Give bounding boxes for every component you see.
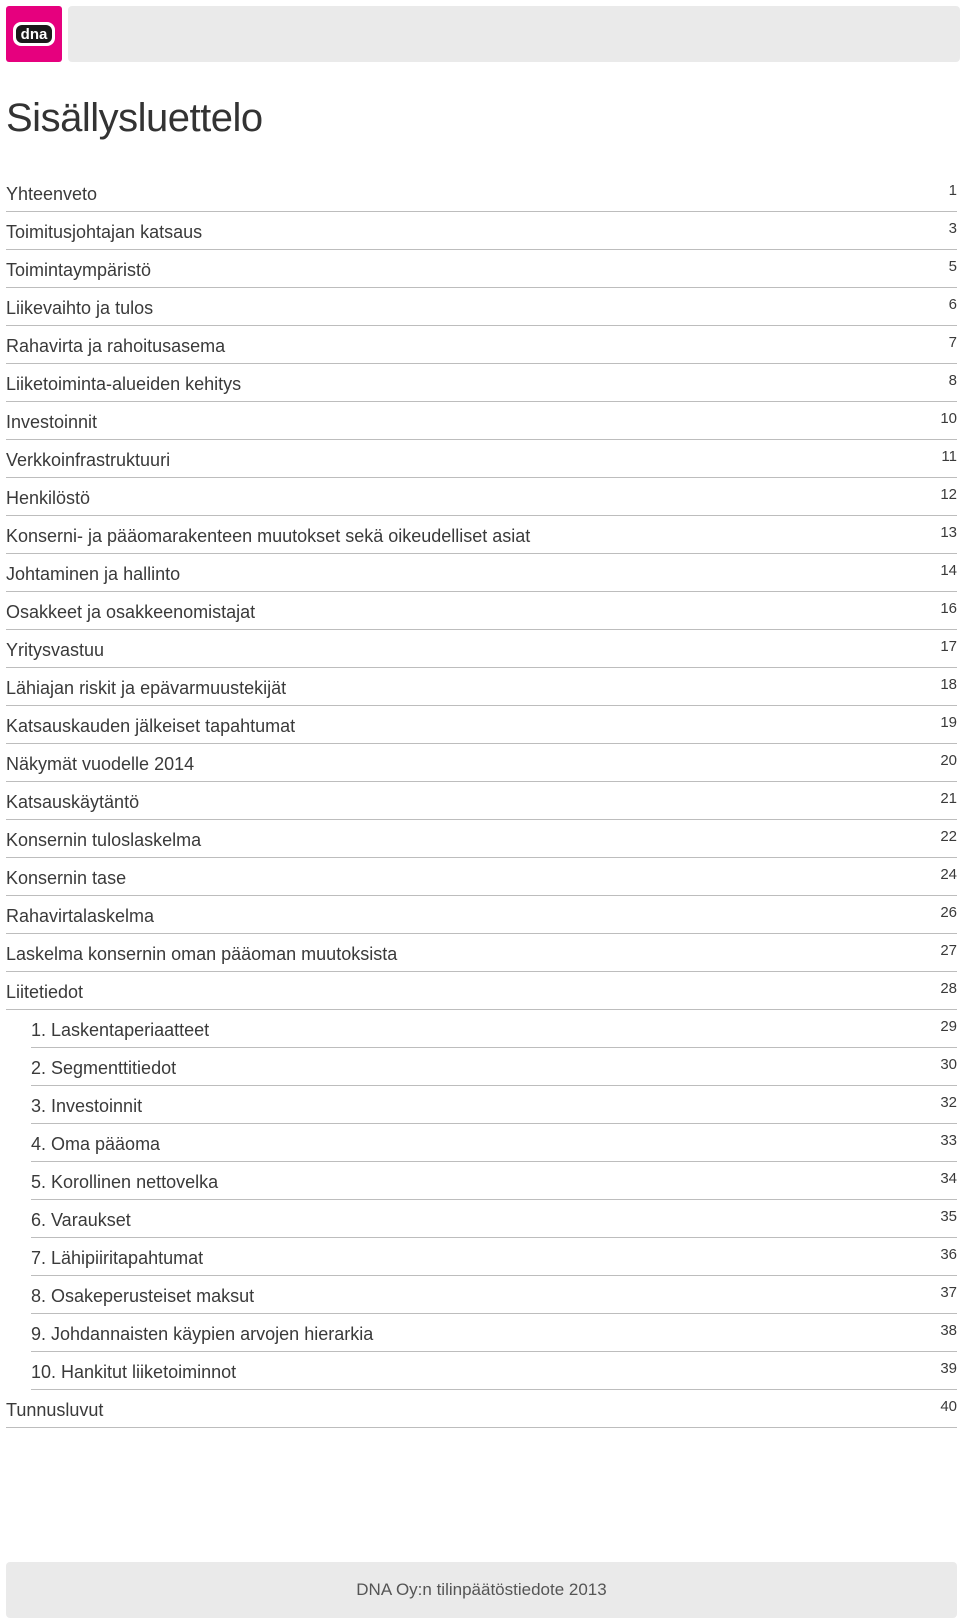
toc-entry-label[interactable]: 5. Korollinen nettovelka [31,1172,219,1192]
page-title: Sisällysluettelo [6,96,263,140]
toc-entry[interactable] [6,896,957,934]
toc-entry-label[interactable]: Laskelma konsernin oman pääoman muutoksista [6,944,398,964]
toc-entry-label[interactable]: Näkymät vuodelle 2014 [6,754,195,774]
toc-entry-page-number: 11 [941,448,957,465]
toc-entry-label[interactable]: Yhteenveto [6,184,98,204]
toc-entry-page-number: 8 [948,372,957,389]
toc-entry[interactable] [31,1124,957,1162]
toc-entry-page-number: 32 [940,1094,957,1111]
toc-entry-label[interactable]: Katsauskauden jälkeiset tapahtumat [6,716,296,736]
toc-entry[interactable] [6,212,957,250]
toc-entry-page-number: 40 [940,1398,957,1415]
toc-entry-page-number: 28 [940,980,957,997]
page-footer [6,1562,957,1618]
toc-entry[interactable] [6,364,957,402]
toc-entry-label[interactable]: 1. Laskentaperiaatteet [31,1020,210,1040]
table-of-contents [6,174,957,1428]
toc-entry-page-number: 13 [940,524,957,541]
toc-entry[interactable] [6,554,957,592]
toc-entry-label[interactable]: 8. Osakeperusteiset maksut [31,1286,255,1306]
toc-entry-page-number: 26 [940,904,957,921]
toc-entry-page-number: 17 [940,638,957,655]
toc-entry-page-number: 1 [948,182,957,199]
toc-entry-page-number: 34 [940,1170,957,1187]
toc-entry-label[interactable]: 9. Johdannaisten käypien arvojen hierarkia [31,1324,374,1344]
toc-entry-label[interactable]: Osakkeet ja osakkeenomistajat [6,602,256,622]
toc-entry-label[interactable]: Liiketoiminta-alueiden kehitys [6,374,242,394]
toc-entry[interactable] [6,820,957,858]
toc-entry[interactable] [31,1352,957,1390]
toc-entry-label[interactable]: Rahavirtalaskelma [6,906,155,926]
toc-entry-label[interactable]: 6. Varaukset [31,1210,131,1230]
toc-entry-page-number: 14 [940,562,957,579]
toc-entry-page-number: 3 [948,220,957,237]
toc-entry[interactable] [6,402,957,440]
header-bar [68,6,960,62]
toc-entry-label[interactable]: Konsernin tuloslaskelma [6,830,202,850]
toc-entry-label[interactable]: 10. Hankitut liiketoiminnot [31,1362,237,1382]
toc-entry[interactable] [31,1314,957,1352]
page-header [6,6,960,62]
toc-entry-label[interactable]: 3. Investoinnit [31,1096,143,1116]
svg-text:dna: dna [20,26,48,43]
toc-entry[interactable] [6,326,957,364]
toc-entry-page-number: 5 [948,258,957,275]
toc-entry[interactable] [31,1238,957,1276]
toc-entry[interactable] [6,972,957,1010]
toc-entry-page-number: 27 [940,942,957,959]
toc-entry-page-number: 6 [948,296,957,313]
toc-entry-page-number: 33 [940,1132,957,1149]
toc-entry-label[interactable]: Lähiajan riskit ja epävarmuustekijät [6,678,287,698]
toc-entry-label[interactable]: Liitetiedot [6,982,84,1002]
toc-entry-page-number: 39 [940,1360,957,1377]
toc-entry-label[interactable]: Toimitusjohtajan katsaus [6,222,203,242]
toc-entry-label[interactable]: Toimintaympäristö [6,260,152,280]
toc-entry[interactable] [6,250,957,288]
toc-entry[interactable] [6,706,957,744]
toc-entry-label[interactable]: Liikevaihto ja tulos [6,298,154,318]
toc-entry-page-number: 24 [940,866,957,883]
toc-entry[interactable] [6,592,957,630]
toc-entry[interactable] [31,1010,957,1048]
toc-entry-label[interactable]: 7. Lähipiiritapahtumat [31,1248,204,1268]
toc-entry-label[interactable]: Investoinnit [6,412,98,432]
toc-entry-label[interactable]: Tunnusluvut [6,1400,104,1420]
dna-logo-icon [12,21,56,47]
toc-entry-page-number: 30 [940,1056,957,1073]
toc-entry-page-number: 19 [940,714,957,731]
toc-entry[interactable] [6,288,957,326]
toc-entry-page-number: 37 [940,1284,957,1301]
toc-entry[interactable] [6,782,957,820]
toc-entry[interactable] [6,934,957,972]
toc-entry-label[interactable]: Verkkoinfrastruktuuri [6,450,171,470]
toc-entry[interactable] [31,1276,957,1314]
toc-entry-label[interactable]: 2. Segmenttitiedot [31,1058,177,1078]
toc-entry-label[interactable]: Konsernin tase [6,868,127,888]
toc-entry[interactable] [6,668,957,706]
toc-entry-label[interactable]: 4. Oma pääoma [31,1134,161,1154]
toc-entry-label[interactable]: Katsauskäytäntö [6,792,140,812]
dna-logo[interactable] [6,6,62,62]
toc-entry-page-number: 22 [940,828,957,845]
toc-entry[interactable] [6,516,957,554]
toc-entry[interactable] [6,744,957,782]
toc-entry-label[interactable]: Rahavirta ja rahoitusasema [6,336,226,356]
toc-entry[interactable] [31,1048,957,1086]
toc-entry-page-number: 20 [940,752,957,769]
toc-entry-label[interactable]: Johtaminen ja hallinto [6,564,181,584]
toc-entry-label[interactable]: Yritysvastuu [6,640,105,660]
toc-entry-page-number: 16 [940,600,957,617]
footer-text: DNA Oy:n tilinpäätöstiedote 2013 [356,1580,607,1599]
toc-entry[interactable] [6,440,957,478]
toc-entry[interactable] [6,1390,957,1428]
toc-entry-page-number: 29 [940,1018,957,1035]
toc-entry[interactable] [31,1200,957,1238]
toc-entry-page-number: 12 [940,486,957,503]
toc-entry-label[interactable]: Konserni- ja pääomarakenteen muutokset sekä oikeudelliset asiat [6,526,531,546]
toc-entry-page-number: 35 [940,1208,957,1225]
toc-entry-page-number: 18 [940,676,957,693]
toc-entry-page-number: 21 [940,790,957,807]
toc-entry[interactable] [6,174,957,212]
toc-entry[interactable] [31,1162,957,1200]
toc-entry-page-number: 36 [940,1246,957,1263]
toc-entry[interactable] [6,630,957,668]
toc-entry-label[interactable]: Henkilöstö [6,488,91,508]
toc-entry-page-number: 7 [948,334,957,351]
toc-entry[interactable] [31,1086,957,1124]
toc-entry[interactable] [6,858,957,896]
toc-entry-page-number: 10 [940,410,957,427]
toc-entry[interactable] [6,478,957,516]
toc-entry-page-number: 38 [940,1322,957,1339]
